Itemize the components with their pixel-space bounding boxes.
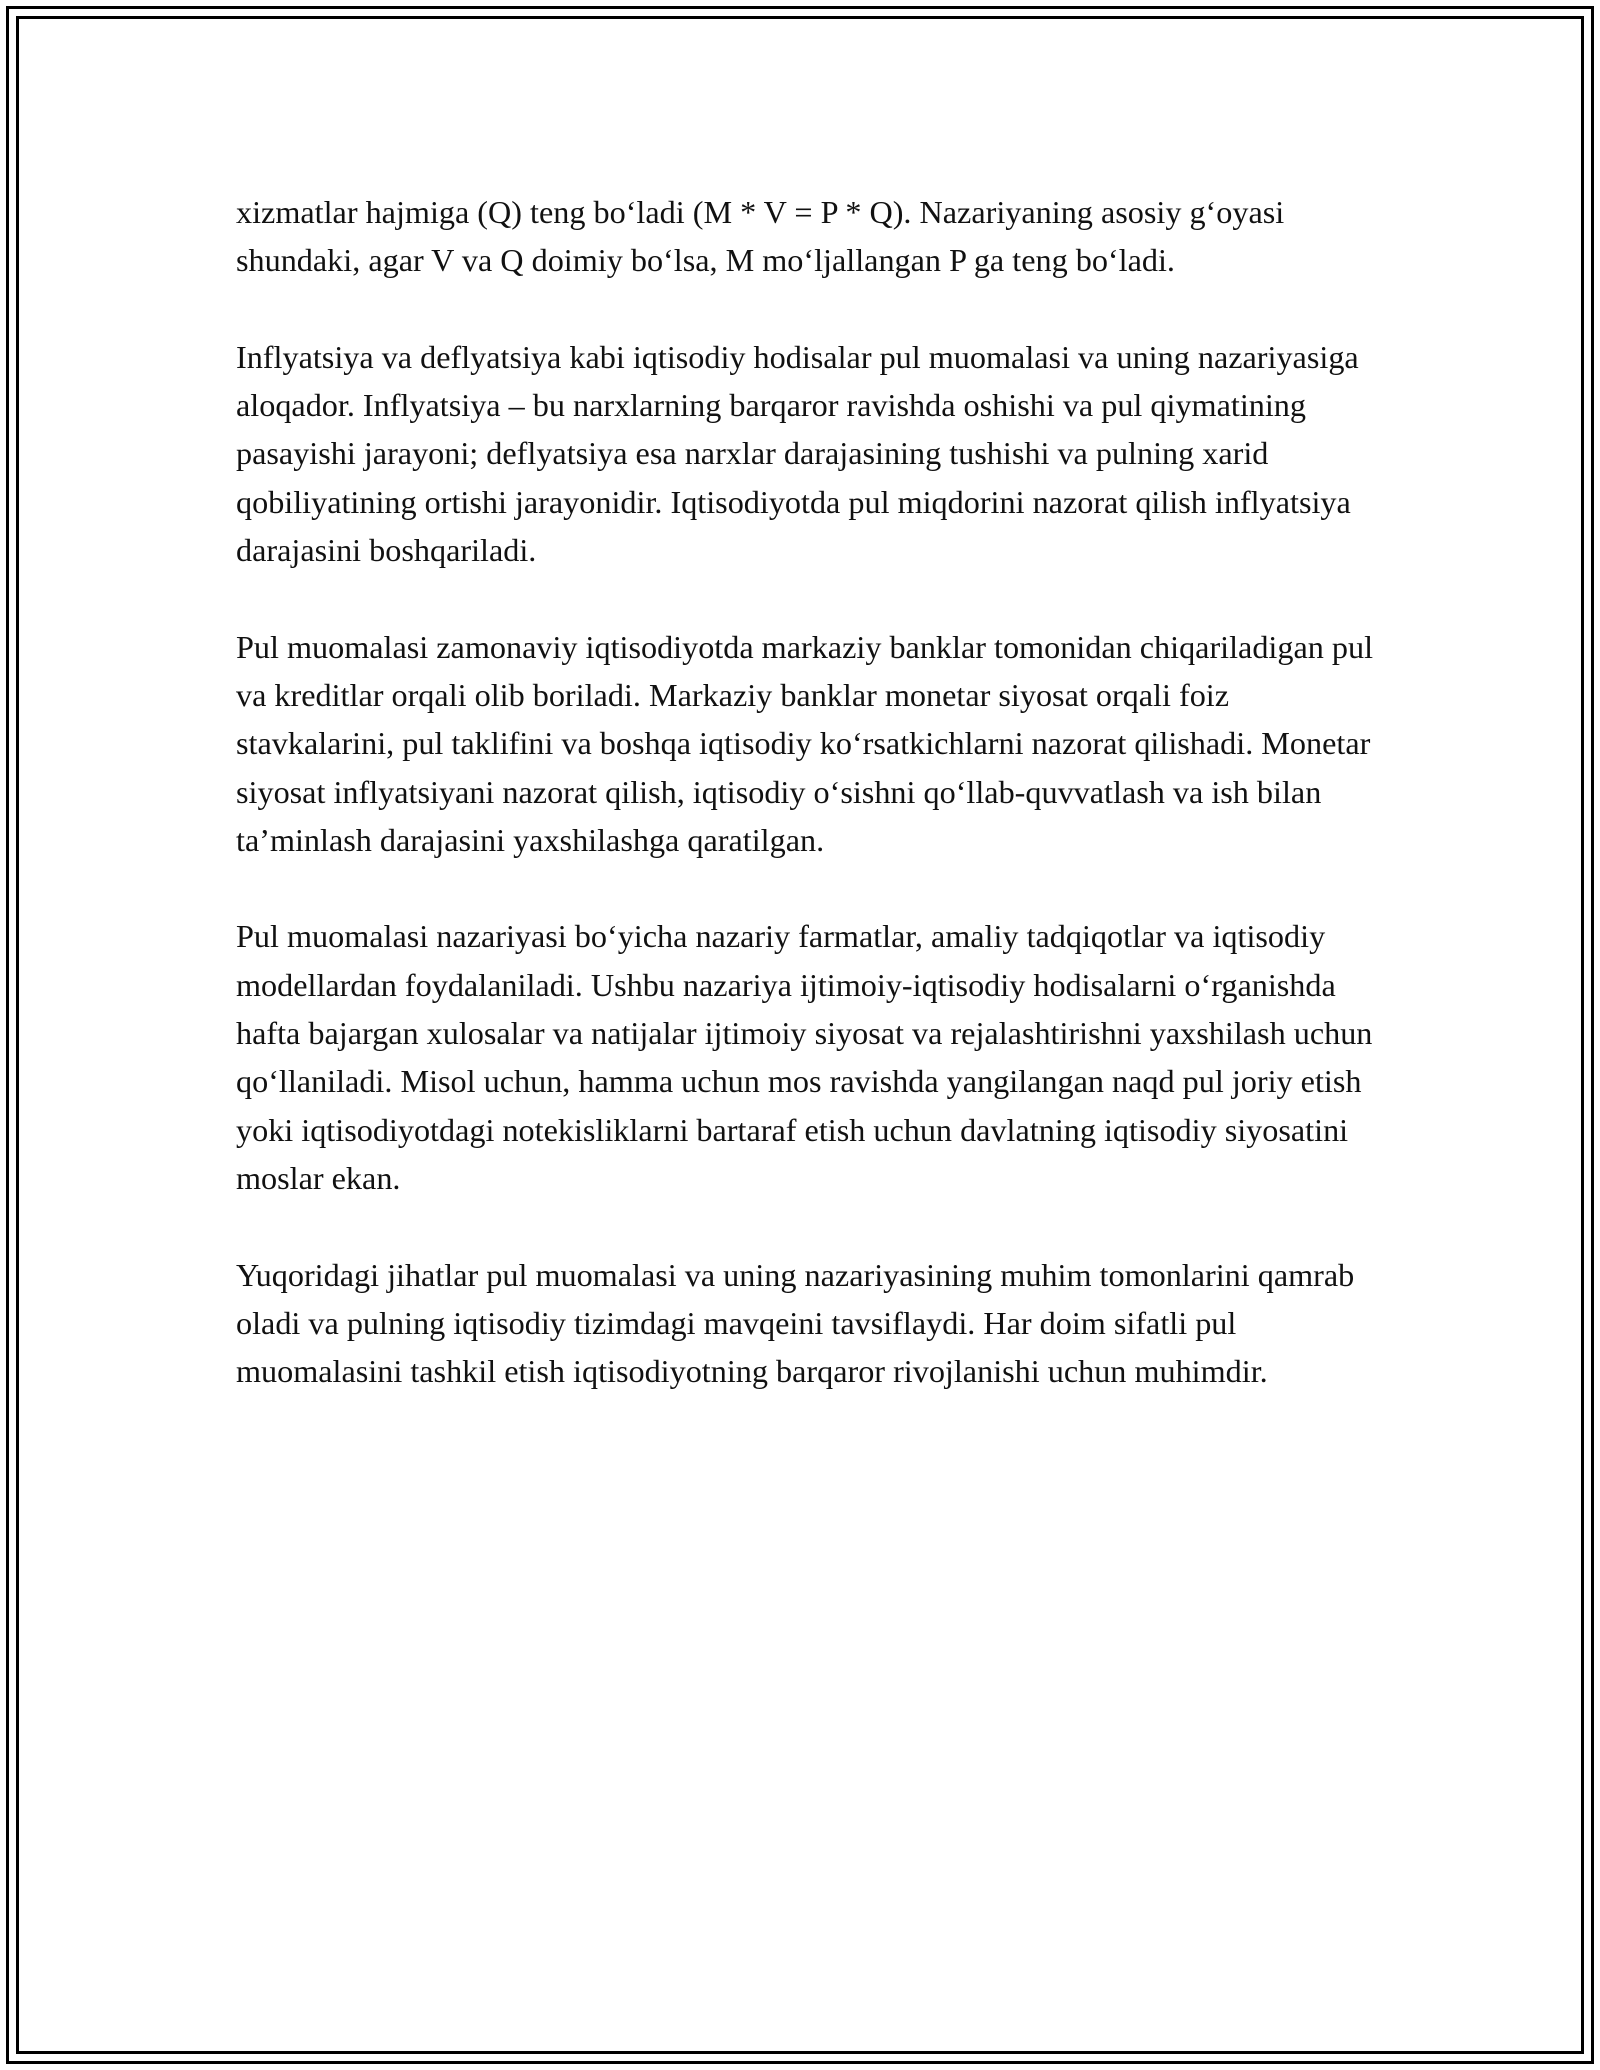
paragraph-5: Yuqoridagi jihatlar pul muomalasi va uning nazariyasining muhim tomonlarini qamrab oladi va pulning iqtisodiy tizimdagi mavqeini tavsiflaydi. Har doim sifatli pul muomalasini tashkil etish iqtisodiyotning barqaror rivojlanishi uchun muhimdir. [236, 1256, 1355, 1390]
paragraph-4: Pul muomalasi nazariyasi bo‘yicha nazariy farmatlar, amaliy tadqiqotlar va iqtisodiy modellardan foydalaniladi. Ushbu nazariya ijtimoiy-iqtisodiy hodisalarni o‘rganishda hafta bajargan xulosalar va natijalar ijtimoiy siyosat va rejalashtirishni yaxshilash uchun qo‘llaniladi. Misol uchun, hamma uchun mos ravishda yangilangan naqd pul joriy etish yoki iqtisodiyotdagi notekisliklarni bartaraf etish uchun davlatning iqtisodiy siyosatini moslar ekan. [236, 918, 1373, 1196]
paragraph-2: Inflyatsiya va deflyatsiya kabi iqtisodiy hodisalar pul muomalasi va uning nazariyasiga aloqador. Inflyatsiya – bu narxlarning barqaror ravishda oshishi va pul qiymatining pasayishi jarayoni; deflyatsiya esa narxlar darajasining tushishi va pulning xarid qobiliyatining ortishi jarayonidir. Iqtisodiyotda pul miqdorini nazorat qilish inflyatsiya darajasini boshqariladi. [236, 338, 1359, 569]
paragraph-1: xizmatlar hajmiga (Q) teng bo‘ladi (M * V = P * Q). Nazariyaning asosiy g‘oyasi shundaki, agar V va Q doimiy bo‘lsa, M mo‘ljallangan P ga teng bo‘ladi. [236, 194, 1285, 279]
paragraph-3: Pul muomalasi zamonaviy iqtisodiyotda markaziy banklar tomonidan chiqariladigan pul va kreditlar orqali olib boriladi. Markaziy banklar monetar siyosat orqali foiz stavkalarini, pul taklifini va boshqa iqtisodiy ko‘rsatkichlarni nazorat qilishadi. Monetar siyosat inflyatsiyani nazorat qilish, iqtisodiy o‘sishni qo‘llab-quvvatlash va ish bilan ta’minlash darajasini yaxshilashga qaratilgan. [236, 628, 1374, 858]
document-body [236, 188, 1386, 1444]
